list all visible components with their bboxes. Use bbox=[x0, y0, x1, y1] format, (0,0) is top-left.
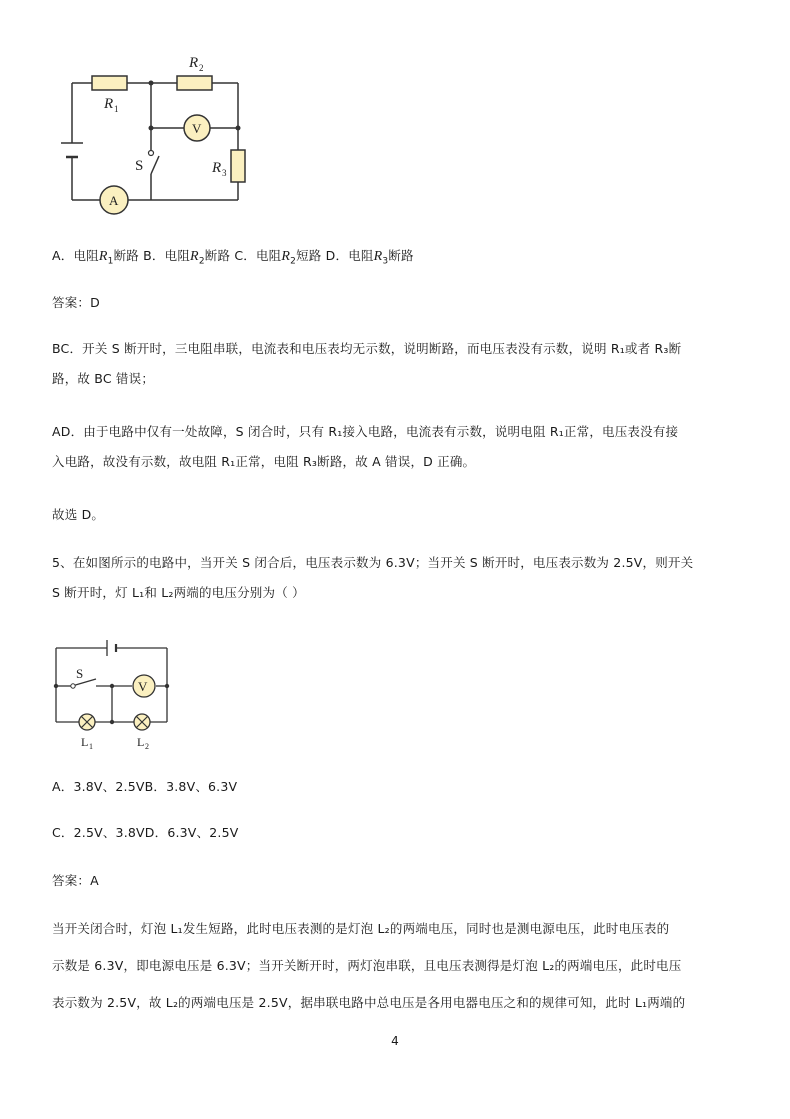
q5-answer: 答案：A bbox=[52, 873, 99, 888]
resistor-r2 bbox=[177, 76, 212, 90]
q5-options-ab: A．3.8V、2.5VB．3.8V、6.3V bbox=[52, 779, 238, 794]
circuit-diagram-2 bbox=[52, 636, 177, 754]
switch-label: S bbox=[135, 158, 144, 174]
q4-explanation-1: BC．开关 S 断开时，三电阻串联，电流表和电压表均无示数，说明断路，而电压表没有示数，说明 R₁或者 R₃断 路，故 BC 错误； bbox=[52, 341, 682, 386]
r1-label-sub: 1 bbox=[114, 104, 119, 114]
resistor-r1 bbox=[92, 76, 127, 90]
ammeter-label: A bbox=[109, 193, 119, 208]
switch-label: S bbox=[76, 666, 84, 681]
circuit-diagram-1 bbox=[55, 50, 265, 220]
lamp-l2-icon bbox=[134, 714, 150, 730]
l1-label: L bbox=[81, 735, 89, 749]
q5-options-cd: C．2.5V、3.8VD．6.3V、2.5V bbox=[52, 825, 239, 840]
r1-label: R bbox=[104, 96, 114, 112]
l2-label: L bbox=[137, 735, 145, 749]
r2-label: R bbox=[189, 55, 199, 71]
r2-label-sub: 2 bbox=[199, 63, 204, 73]
q4-explanation-2: AD．由于电路中仅有一处故障，S 闭合时，只有 R₁接入电路，电流表有示数，说明电阻 R₁正常，电压表没有接 入电路，故没有示数，故电阻 R₁正常，电阻 R₃断路，故 A 错误，D 正确。 bbox=[52, 424, 679, 469]
lamp-l1-icon bbox=[79, 714, 95, 730]
page-number: 4 bbox=[391, 1034, 399, 1048]
l1-label-sub: 1 bbox=[89, 742, 93, 751]
r3-label: R bbox=[212, 160, 222, 176]
q5-explanation: 当开关闭合时，灯泡 L₁发生短路，此时电压表测的是灯泡 L₂的两端电压，同时也是测电源电压，此时电压表的 示数是 6.3V，即电源电压是 6.3V；当开关断开时，两灯泡串联，且电压表测得是灯泡 L₂的两端电压，此时电压 表示数为 2.5V，故 L₂的两端电压是 2.5V，据串联电路中总电压是各用电器电压之和的规律可知，此时 L₁两端的 bbox=[52, 921, 686, 1010]
resistor-r3 bbox=[231, 150, 245, 182]
q5-stem: 5、在如图所示的电路中，当开关 S 闭合后，电压表示数为 6.3V；当开关 S 断开时，电压表示数为 2.5V，则开关 S 断开时，灯 L₁和 L₂两端的电压分别为（ ） bbox=[52, 555, 694, 600]
l2-label-sub: 2 bbox=[145, 742, 149, 751]
r3-label-sub: 3 bbox=[222, 168, 227, 178]
q4-conclusion: 故选 D。 bbox=[52, 507, 105, 522]
voltmeter-label: V bbox=[192, 121, 202, 136]
q4-answer: 答案：D bbox=[52, 295, 100, 310]
q4-options: A．电阻$R_1$断路 B．电阻$R_2$断路 C．电阻$R_2$短路 D．电阻$R_3$断路 bbox=[52, 248, 414, 267]
voltmeter-label: V bbox=[138, 679, 148, 694]
